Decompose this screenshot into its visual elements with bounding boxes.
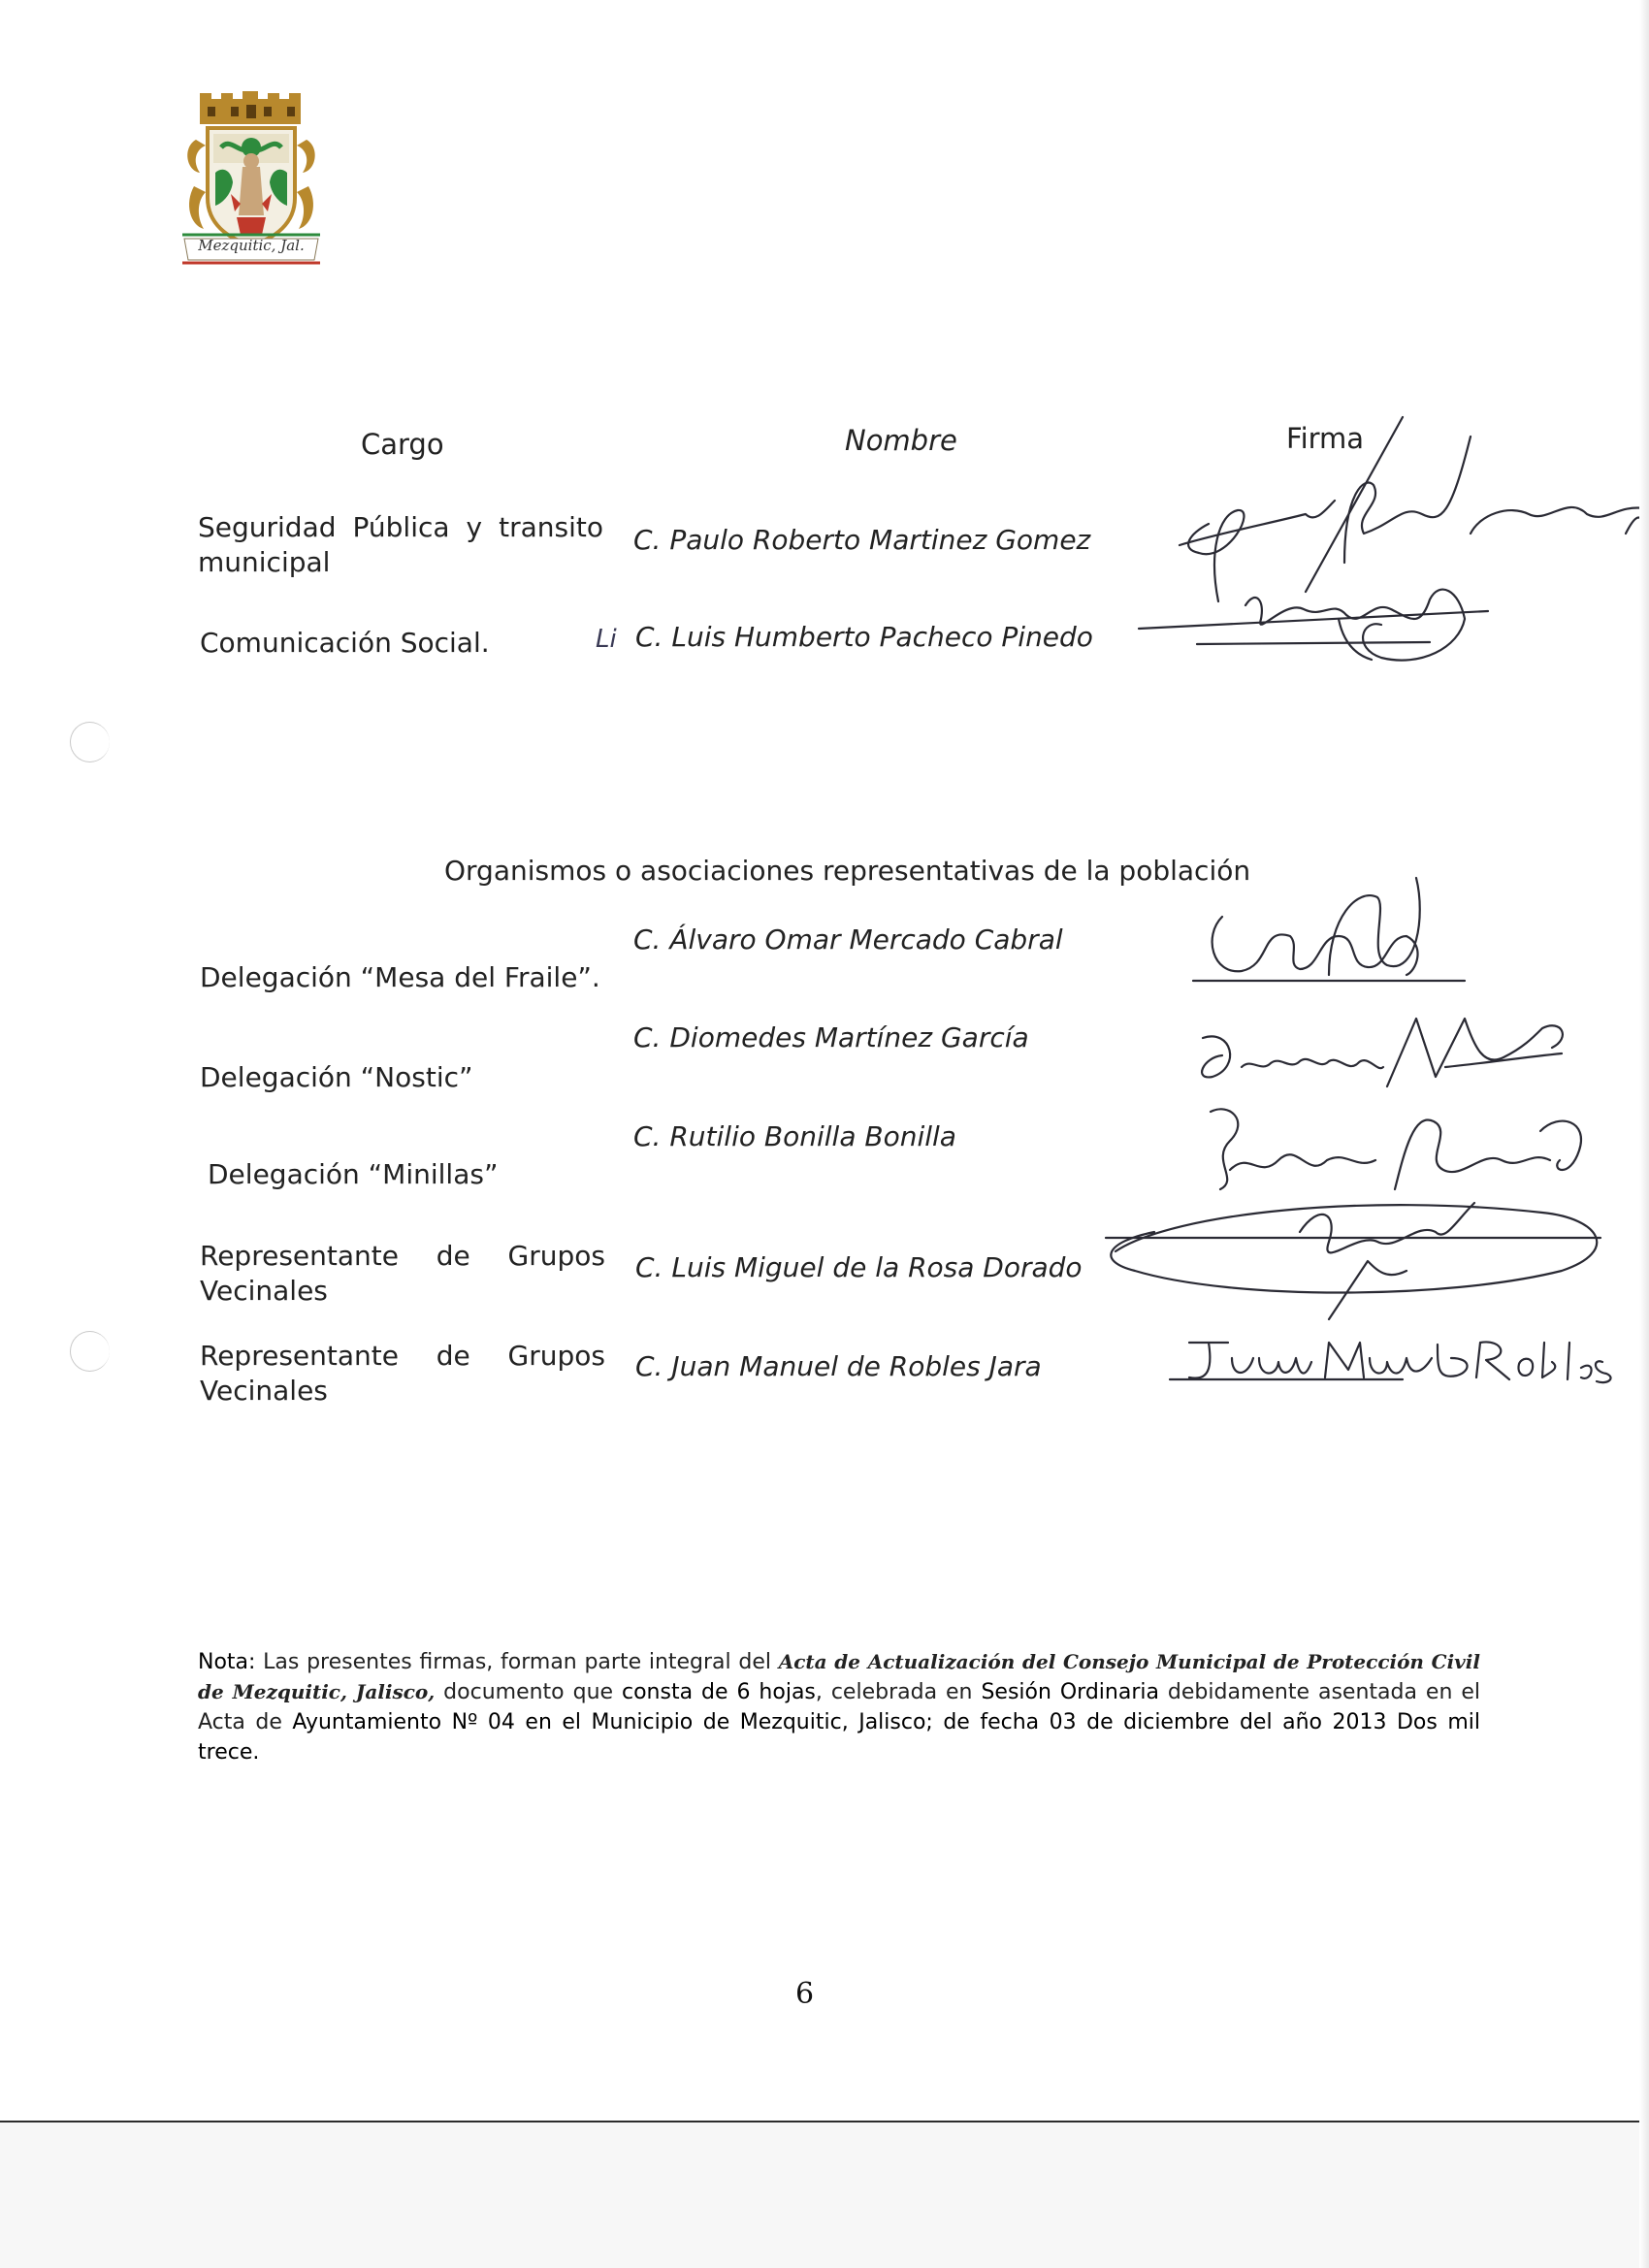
handwritten-prefix: Li (596, 625, 617, 654)
signature-alvaro-omar (1193, 878, 1474, 994)
section-title-organismos: Organismos o asociaciones representativas de la población (444, 855, 1251, 887)
nota-label: Nota: (198, 1650, 256, 1674)
cargo-delegacion-minillas: Delegación “Minillas” (208, 1158, 499, 1190)
header-cargo: Cargo (361, 428, 444, 461)
nota-sesion: Sesión Ordinaria (981, 1680, 1159, 1704)
signature-juan-manuel (1170, 1329, 1616, 1407)
cargo-comunicacion-social: Comunicación Social. (200, 627, 490, 659)
nota-consta: consta de 6 hojas (622, 1680, 816, 1704)
scan-right-edge (1639, 0, 1649, 2268)
nota-text-3: , celebrada en (815, 1680, 982, 1704)
nombre-luis-miguel: C. Luis Miguel de la Rosa Dorado (635, 1251, 1083, 1283)
signature-luis-miguel (1077, 1174, 1620, 1329)
cargo-representante-grupos-vecinales-2: Representante de Grupos Vecinales (200, 1340, 605, 1407)
header-nombre: Nombre (845, 424, 957, 457)
nota-text-4: debidamente asentada en el Acta de (198, 1680, 1480, 1734)
nota-text-1: Las presentes firmas, forman parte integral del (255, 1650, 779, 1674)
header-firma: Firma (1286, 422, 1365, 455)
nombre-alvaro-omar: C. Álvaro Omar Mercado Cabral (633, 923, 1063, 956)
nombre-diomedes: C. Diomedes Martínez García (633, 1021, 1029, 1053)
page-number: 6 (795, 1977, 815, 2011)
nombre-rutilio: C. Rutilio Bonilla Bonilla (633, 1120, 956, 1152)
cargo-delegacion-nostic: Delegación “Nostic” (200, 1061, 473, 1093)
cargo-representante-grupos-vecinales-1: Representante de Grupos Vecinales (200, 1240, 605, 1307)
punch-hole-top (70, 722, 110, 762)
nota-text-2: documento que (435, 1680, 622, 1704)
cargo-seguridad-publica: Seguridad Pública y transito municipal (198, 511, 603, 578)
municipal-crest-logo (182, 89, 320, 266)
nota-ayuntamiento: Ayuntamiento Nº 04 en el Municipio de Mezquitic, Jalisco; de fecha 03 de diciembre del año 2013 Dos mil trece. (198, 1710, 1480, 1765)
signature-diomedes (1193, 999, 1581, 1096)
nombre-luis-humberto: C. Luis Humberto Pacheco Pinedo (635, 621, 1093, 653)
cargo-delegacion-mesa-del-fraile: Delegación “Mesa del Fraile”. (200, 961, 600, 993)
nombre-paulo-roberto: C. Paulo Roberto Martinez Gomez (633, 524, 1091, 556)
punch-hole-bottom (70, 1331, 110, 1372)
scan-bottom-band (0, 2122, 1649, 2268)
crest-caption: Mezquitic, Jal. (198, 237, 305, 254)
scan-fold-line (0, 2121, 1649, 2122)
nota-paragraph (198, 1647, 1480, 1767)
nombre-juan-manuel: C. Juan Manuel de Robles Jara (635, 1350, 1042, 1382)
signature-luis-humberto (1139, 561, 1507, 669)
nota-acta-title: Acta de Actualización del Consejo Municipal de Protección Civil de Mezquitic, Jalisco, (198, 1650, 1480, 1703)
